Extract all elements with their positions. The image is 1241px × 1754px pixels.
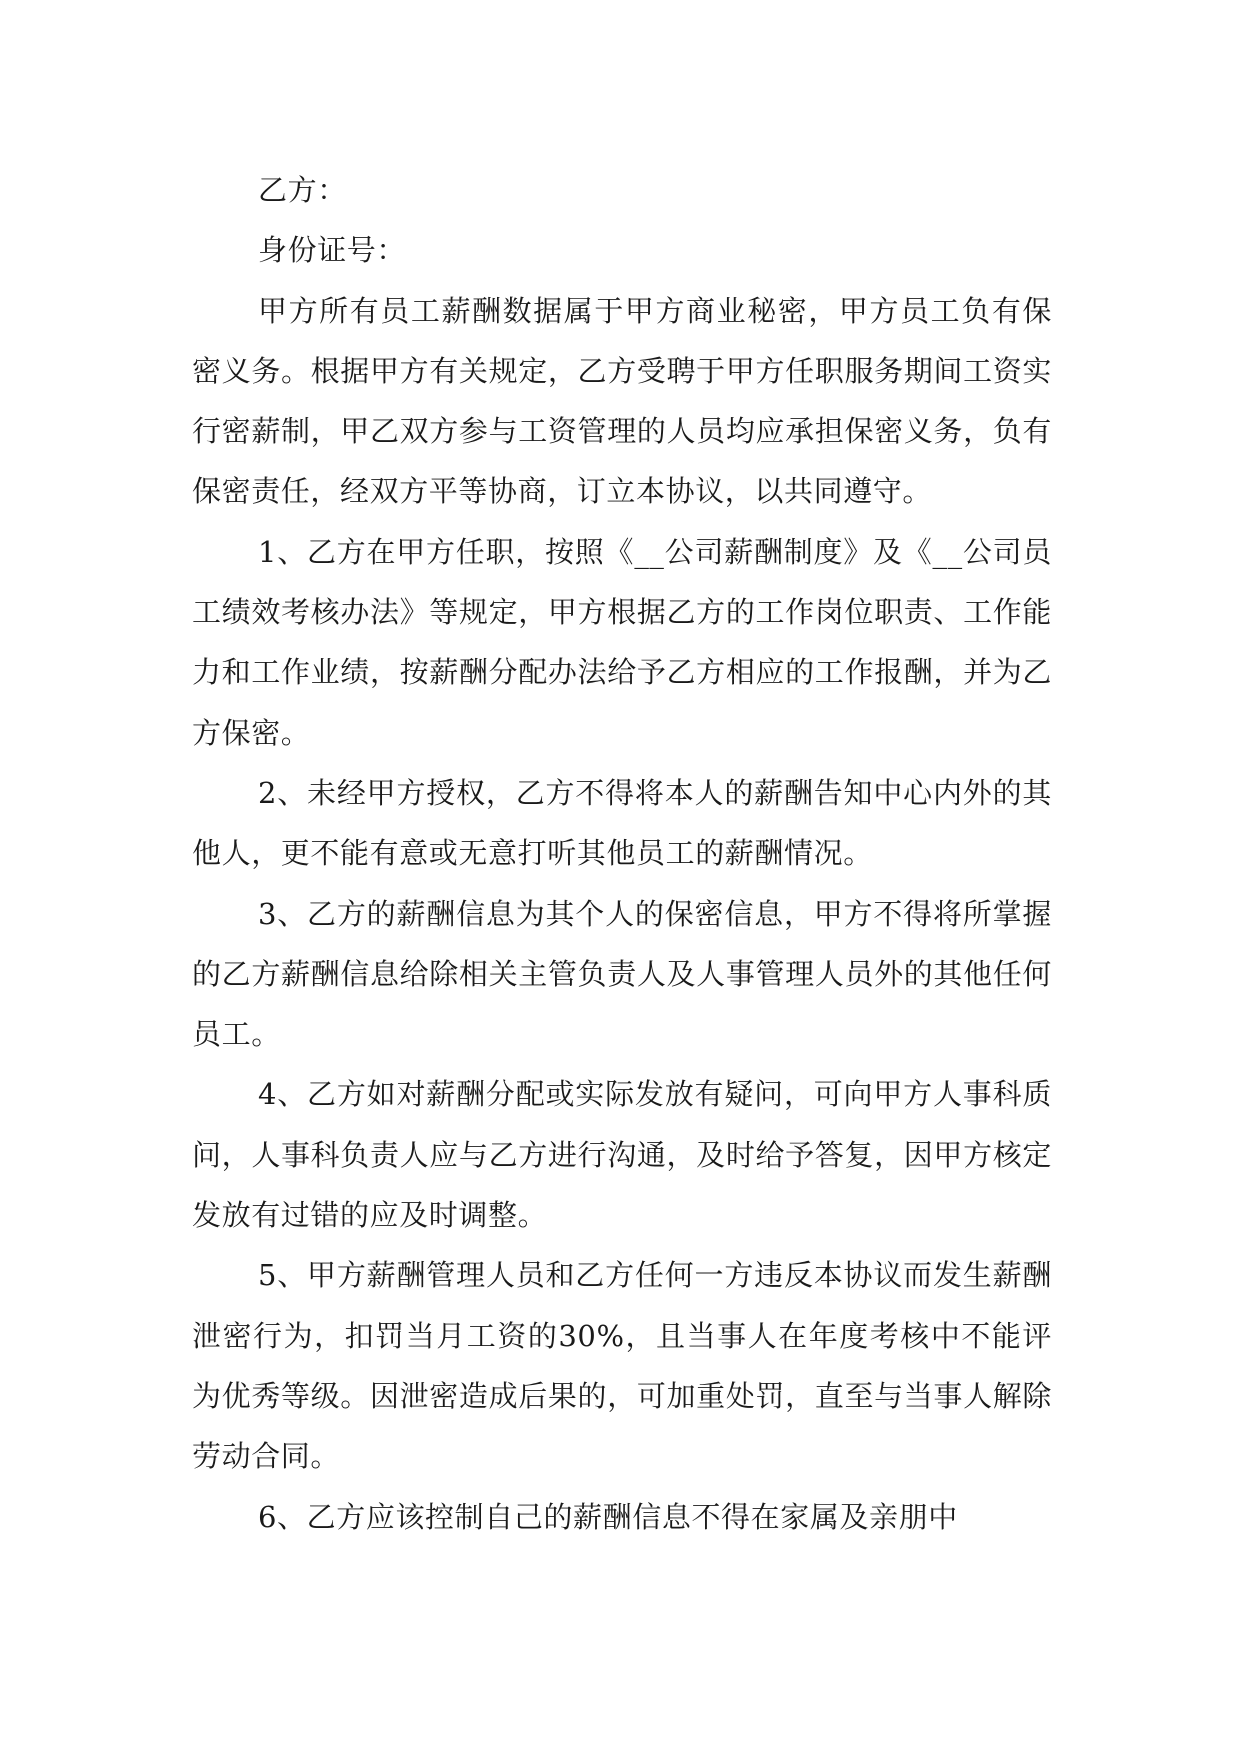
clause-2: 2、未经甲方授权，乙方不得将本人的薪酬告知中心内外的其他人，更不能有意或无意打听其他员工的薪酬情况。: [192, 775, 1052, 871]
clause-5: 5、甲方薪酬管理人员和乙方任何一方违反本协议而发生薪酬泄密行为，扣罚当月工资的30%，且当事人在年度考核中不能评为优秀等级。因泄密造成后果的，可加重处罚，直至与当事人解除劳动合同。: [192, 1258, 1052, 1474]
id-number-label: 身份证号：: [258, 233, 407, 268]
party-b-label: 乙方：: [258, 173, 347, 207]
clause-4: 4、乙方如对薪酬分配或实际发放有疑问，可向甲方人事科质问，人事科负责人应与乙方进行沟通，及时给予答复，因甲方核定发放有过错的应及时调整。: [192, 1077, 1052, 1233]
clause-1: 1、乙方在甲方任职，按照《__公司薪酬制度》及《__公司员工绩效考核办法》等规定，甲方根据乙方的工作岗位职责、工作能力和工作业绩，按薪酬分配办法给予乙方相应的工作报酬，并为乙方保密。: [192, 534, 1052, 750]
clause-6: 6、乙方应该控制自己的薪酬信息不得在家属及亲朋中: [258, 1499, 958, 1534]
clause-3: 3、乙方的薪酬信息为其个人的保密信息，甲方不得将所掌握的乙方薪酬信息给除相关主管负责人及人事管理人员外的其他任何员工。: [192, 896, 1052, 1052]
document-body: [192, 160, 1052, 1547]
intro-paragraph: 甲方所有员工薪酬数据属于甲方商业秘密，甲方员工负有保密义务。根据甲方有关规定，乙方受聘于甲方任职服务期间工资实行密薪制，甲乙双方参与工资管理的人员均应承担保密义务，负有保密责任，经双方平等协商，订立本协议，以共同遵守。: [192, 293, 1052, 509]
